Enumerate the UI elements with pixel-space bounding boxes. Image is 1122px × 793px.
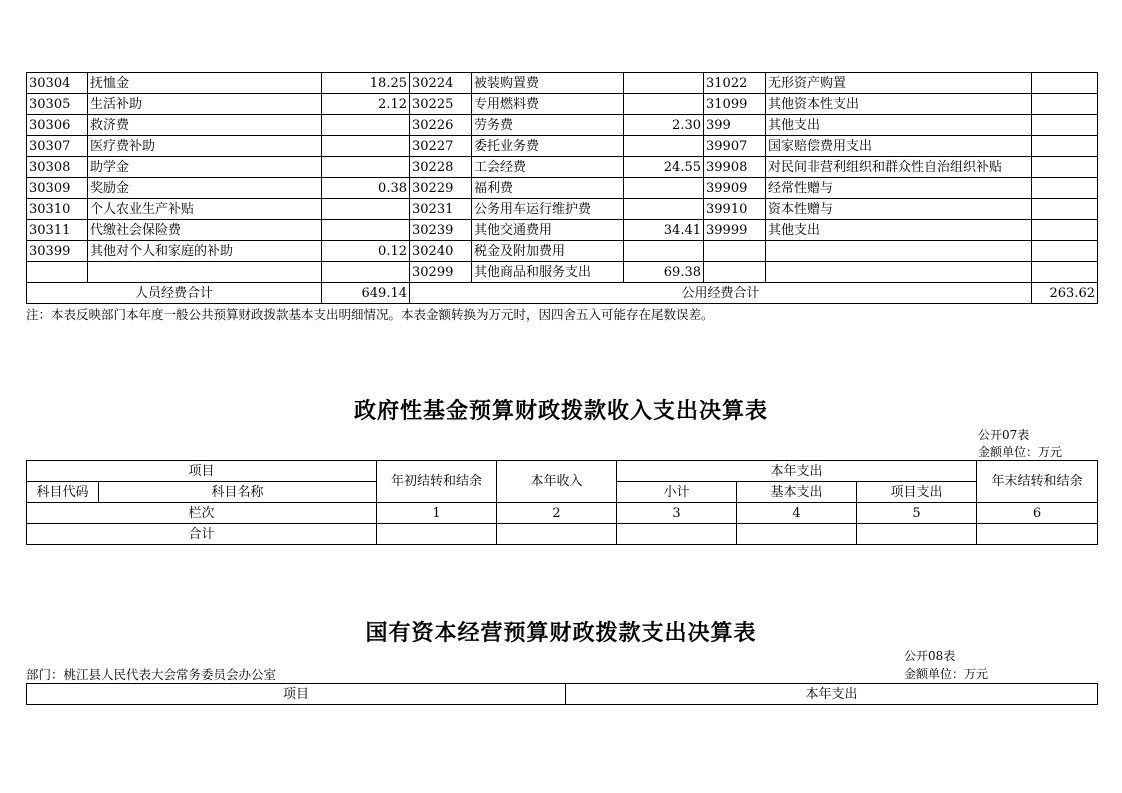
expense-value-cell xyxy=(624,178,704,199)
expense-code-cell: 39910 xyxy=(704,199,766,220)
expense-code-cell: 30309 xyxy=(27,178,88,199)
expense-code-cell: 39907 xyxy=(704,136,766,157)
expense-value-cell xyxy=(322,157,410,178)
expense-name-cell: 经常性赠与 xyxy=(766,178,1032,199)
expense-code-cell: 30305 xyxy=(27,94,88,115)
expense-name-cell: 税金及附加费用 xyxy=(472,241,624,262)
expense-code-cell: 30231 xyxy=(410,199,472,220)
expense-name-cell: 抚恤金 xyxy=(88,73,322,94)
expense-detail-row xyxy=(27,157,1098,178)
expense-name-cell: 国家赔偿费用支出 xyxy=(766,136,1032,157)
fund-header-subtotal: 小计 xyxy=(617,482,737,503)
fund-index-cell: 6 xyxy=(977,503,1098,524)
expense-value-cell xyxy=(1032,94,1098,115)
expense-detail-row xyxy=(27,262,1098,283)
expense-detail-row xyxy=(27,199,1098,220)
expense-code-cell: 30225 xyxy=(410,94,472,115)
expense-value-cell xyxy=(1032,73,1098,94)
expense-name-cell: 被装购置费 xyxy=(472,73,624,94)
expense-detail-row xyxy=(27,115,1098,136)
expense-detail-row xyxy=(27,220,1098,241)
expense-code-cell: 30307 xyxy=(27,136,88,157)
capital-table-unit: 金额单位：万元 xyxy=(904,667,989,681)
expense-code-cell xyxy=(704,241,766,262)
expense-code-cell: 39909 xyxy=(704,178,766,199)
capital-header-row xyxy=(27,684,1098,705)
expense-value-cell xyxy=(322,115,410,136)
expense-value-cell xyxy=(322,199,410,220)
fund-table-unit: 金额单位：万元 xyxy=(978,445,1063,459)
expense-name-cell: 其他支出 xyxy=(766,220,1032,241)
capital-table-title: 国有资本经营预算财政拨款支出决算表 xyxy=(365,620,757,646)
expense-code-cell: 30308 xyxy=(27,157,88,178)
expense-name-cell: 其他交通费用 xyxy=(472,220,624,241)
expense-name-cell: 生活补助 xyxy=(88,94,322,115)
expense-code-cell: 39908 xyxy=(704,157,766,178)
expense-name-cell: 代缴社会保险费 xyxy=(88,220,322,241)
expense-name-cell xyxy=(766,262,1032,283)
expense-code-cell: 30226 xyxy=(410,115,472,136)
expense-value-cell xyxy=(624,73,704,94)
fund-header-expenditure: 本年支出 xyxy=(617,461,977,482)
expense-code-cell: 30228 xyxy=(410,157,472,178)
public-total-value: 263.62 xyxy=(1032,283,1098,304)
fund-total-cell xyxy=(737,524,857,545)
expense-name-cell: 助学金 xyxy=(88,157,322,178)
expense-value-cell: 34.41 xyxy=(624,220,704,241)
personnel-total-label: 人员经费合计 xyxy=(27,283,322,304)
expense-code-cell: 30239 xyxy=(410,220,472,241)
expense-detail-row xyxy=(27,178,1098,199)
expense-value-cell xyxy=(1032,115,1098,136)
expense-value-cell xyxy=(624,199,704,220)
expense-value-cell: 24.55 xyxy=(624,157,704,178)
fund-total-label: 合计 xyxy=(27,524,377,545)
expense-value-cell xyxy=(1032,157,1098,178)
expense-name-cell: 奖励金 xyxy=(88,178,322,199)
capital-header-item: 项目 xyxy=(27,684,566,705)
expense-name-cell: 委托业务费 xyxy=(472,136,624,157)
expense-name-cell: 工会经费 xyxy=(472,157,624,178)
expense-name-cell: 个人农业生产补贴 xyxy=(88,199,322,220)
expense-name-cell: 无形资产购置 xyxy=(766,73,1032,94)
expense-detail-row xyxy=(27,136,1098,157)
expense-detail-row xyxy=(27,94,1098,115)
fund-index-cell: 2 xyxy=(497,503,617,524)
expense-value-cell: 2.30 xyxy=(624,115,704,136)
fund-header-project: 项目支出 xyxy=(857,482,977,503)
fund-header-income: 本年收入 xyxy=(497,461,617,503)
expense-code-cell: 30229 xyxy=(410,178,472,199)
expense-value-cell: 18.25 xyxy=(322,73,410,94)
fund-index-cell: 3 xyxy=(617,503,737,524)
expense-code-cell: 31099 xyxy=(704,94,766,115)
expense-code-cell: 30240 xyxy=(410,241,472,262)
expense-code-cell: 30227 xyxy=(410,136,472,157)
fund-header-name: 科目名称 xyxy=(99,482,377,503)
fund-table-title: 政府性基金预算财政拨款收入支出决算表 xyxy=(353,398,768,424)
capital-header-expenditure: 本年支出 xyxy=(566,684,1098,705)
expense-detail-body xyxy=(27,73,1098,283)
expense-value-cell: 0.12 xyxy=(322,241,410,262)
expense-name-cell xyxy=(88,262,322,283)
expense-value-cell xyxy=(1032,199,1098,220)
expense-code-cell: 30299 xyxy=(410,262,472,283)
expense-name-cell: 其他对个人和家庭的补助 xyxy=(88,241,322,262)
personnel-total-value: 649.14 xyxy=(322,283,410,304)
expense-name-cell: 其他支出 xyxy=(766,115,1032,136)
expense-code-cell: 30306 xyxy=(27,115,88,136)
expense-name-cell: 其他商品和服务支出 xyxy=(472,262,624,283)
capital-table-no: 公开08表 xyxy=(904,649,956,663)
fund-table-no: 公开07表 xyxy=(978,428,1030,442)
expense-code-cell: 39999 xyxy=(704,220,766,241)
expense-code-cell: 30399 xyxy=(27,241,88,262)
capital-department: 部门：桃江县人民代表大会常务委员会办公室 xyxy=(26,667,277,682)
fund-index-cell: 5 xyxy=(857,503,977,524)
expense-name-cell xyxy=(766,241,1032,262)
fund-header-row-1 xyxy=(27,461,1098,482)
fund-total-cell xyxy=(857,524,977,545)
expense-value-cell xyxy=(1032,241,1098,262)
expense-code-cell: 30304 xyxy=(27,73,88,94)
fund-total-cell xyxy=(977,524,1098,545)
fund-total-cell xyxy=(377,524,497,545)
expense-code-cell: 399 xyxy=(704,115,766,136)
fund-index-label: 栏次 xyxy=(27,503,377,524)
expense-value-cell xyxy=(624,94,704,115)
expense-detail-row xyxy=(27,73,1098,94)
expense-value-cell xyxy=(1032,220,1098,241)
expense-code-cell: 31022 xyxy=(704,73,766,94)
public-total-label: 公用经费合计 xyxy=(410,283,1032,304)
expense-code-cell xyxy=(27,262,88,283)
expense-code-cell: 30310 xyxy=(27,199,88,220)
fund-index-cell: 4 xyxy=(737,503,857,524)
expense-code-cell xyxy=(704,262,766,283)
expense-note: 注：本表反映部门本年度一般公共预算财政拨款基本支出明细情况。本表金额转换为万元时，因四舍五入可能存在尾数误差。 xyxy=(26,307,714,322)
expense-value-cell: 0.38 xyxy=(322,178,410,199)
expense-name-cell: 其他资本性支出 xyxy=(766,94,1032,115)
expense-name-cell: 公务用车运行维护费 xyxy=(472,199,624,220)
expense-name-cell: 医疗费补助 xyxy=(88,136,322,157)
expense-value-cell xyxy=(1032,178,1098,199)
expense-value-cell xyxy=(322,136,410,157)
expense-detail-row xyxy=(27,241,1098,262)
expense-name-cell: 福利费 xyxy=(472,178,624,199)
capital-table xyxy=(26,683,1098,705)
expense-value-cell: 2.12 xyxy=(322,94,410,115)
expense-value-cell xyxy=(322,262,410,283)
fund-total-cell xyxy=(497,524,617,545)
expense-detail-table xyxy=(26,72,1098,304)
expense-code-cell: 30224 xyxy=(410,73,472,94)
expense-name-cell: 救济费 xyxy=(88,115,322,136)
expense-name-cell: 资本性赠与 xyxy=(766,199,1032,220)
fund-header-closing: 年末结转和结余 xyxy=(977,461,1098,503)
fund-header-code: 科目代码 xyxy=(27,482,99,503)
fund-header-basic: 基本支出 xyxy=(737,482,857,503)
fund-total-cell xyxy=(617,524,737,545)
fund-header-item: 项目 xyxy=(27,461,377,482)
expense-value-cell xyxy=(1032,136,1098,157)
fund-table xyxy=(26,460,1098,545)
expense-value-cell xyxy=(322,220,410,241)
expense-name-cell: 劳务费 xyxy=(472,115,624,136)
expense-value-cell xyxy=(1032,262,1098,283)
expense-name-cell: 对民间非营利组织和群众性自治组织补贴 xyxy=(766,157,1032,178)
expense-value-cell xyxy=(624,136,704,157)
fund-index-cell: 1 xyxy=(377,503,497,524)
expense-total-row xyxy=(27,283,1098,304)
fund-header-opening: 年初结转和结余 xyxy=(377,461,497,503)
fund-total-row xyxy=(27,524,1098,545)
fund-index-row xyxy=(27,503,1098,524)
expense-value-cell xyxy=(624,241,704,262)
expense-code-cell: 30311 xyxy=(27,220,88,241)
expense-value-cell: 69.38 xyxy=(624,262,704,283)
expense-name-cell: 专用燃料费 xyxy=(472,94,624,115)
